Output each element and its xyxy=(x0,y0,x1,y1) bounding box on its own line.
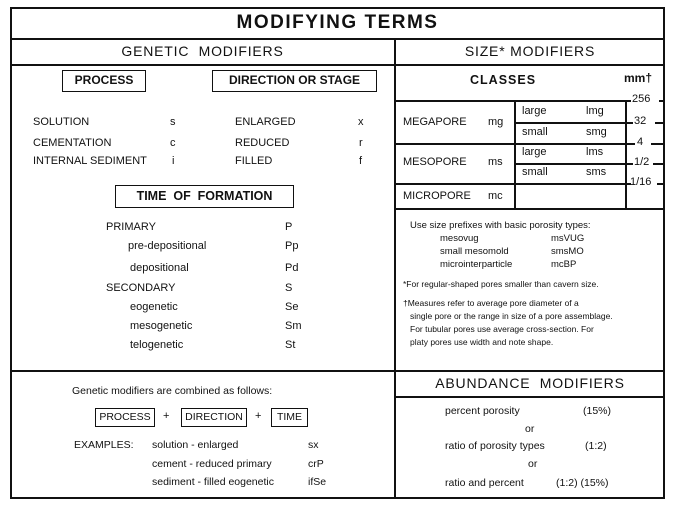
scale-tick xyxy=(651,143,665,145)
abundance-row-name: ratio of porosity types xyxy=(445,440,545,452)
scale-tick xyxy=(625,143,635,145)
time-row-name: depositional xyxy=(130,262,189,274)
direction-row-name: ENLARGED xyxy=(235,116,296,128)
abundance-or: or xyxy=(528,458,538,470)
usage-code: msVUG xyxy=(551,233,585,244)
scale-value: 4 xyxy=(637,136,644,148)
process-row-name: SOLUTION xyxy=(33,116,90,128)
size-class-name: MEGAPORE xyxy=(403,116,467,128)
time-row-code: St xyxy=(285,339,296,351)
footnote-dagger-line: For tubular pores use average cross-section. For xyxy=(410,324,594,334)
abundance-or: or xyxy=(525,423,535,435)
direction-row-name: REDUCED xyxy=(235,137,290,149)
title-divider xyxy=(10,38,665,40)
footnote-dagger-line: †Measures refer to average pore diameter of a xyxy=(403,298,579,308)
size-sub-code: lmg xyxy=(586,105,604,117)
size-sub-label: large xyxy=(522,105,547,117)
size-sub-label: small xyxy=(522,126,548,138)
size-sub-label: large xyxy=(522,146,547,158)
abundance-row-name: percent porosity xyxy=(445,405,520,417)
size-header-divider xyxy=(394,64,665,66)
time-row-code: P xyxy=(285,221,293,233)
formula-time: TIME xyxy=(271,408,308,427)
direction-row-name: FILLED xyxy=(235,155,273,167)
formula-process: PROCESS xyxy=(95,408,155,427)
size-class-code: ms xyxy=(488,156,503,168)
example-name: solution - enlarged xyxy=(152,439,239,451)
combined-instruction: Genetic modifiers are combined as follows: xyxy=(72,385,273,397)
size-sub-code: lms xyxy=(586,146,604,158)
time-row-name: pre-depositional xyxy=(128,240,207,252)
direction-label: DIRECTION OR STAGE xyxy=(212,70,377,92)
usage-name: mesovug xyxy=(440,233,479,244)
size-class-code: mc xyxy=(488,190,503,202)
abundance-row-code: (1:2) xyxy=(585,440,607,452)
center-divider xyxy=(394,38,396,499)
scale-tick xyxy=(653,163,665,165)
abundance-header-divider xyxy=(394,396,665,398)
time-row-name: telogenetic xyxy=(130,339,184,351)
time-of-formation-label: TIME OF FORMATION xyxy=(115,185,294,208)
process-row-name: INTERNAL SEDIMENT xyxy=(33,155,147,167)
process-label: PROCESS xyxy=(62,70,146,92)
size-table-subrow xyxy=(514,122,625,124)
genetic-header-divider xyxy=(10,64,395,66)
size-table-row xyxy=(394,143,625,145)
size-sub-code: sms xyxy=(586,166,607,178)
size-table-bottom xyxy=(394,208,665,210)
size-class-code: mg xyxy=(488,116,504,128)
classes-label: CLASSES xyxy=(470,73,537,87)
time-row-code: Sm xyxy=(285,320,302,332)
example-code: sx xyxy=(308,439,319,451)
size-class-name: MICROPORE xyxy=(403,190,471,202)
formula-direction: DIRECTION xyxy=(181,408,247,427)
time-row-name: mesogenetic xyxy=(130,320,193,332)
scale-tick xyxy=(625,163,633,165)
unit-label: mm† xyxy=(624,71,653,85)
size-sub-label: small xyxy=(522,166,548,178)
scale-tick xyxy=(625,122,633,124)
abundance-row-code: (15%) xyxy=(583,405,612,417)
time-row-name: eogenetic xyxy=(130,301,178,313)
process-row-code: i xyxy=(172,155,175,167)
abundance-header: ABUNDANCE MODIFIERS xyxy=(435,375,625,391)
scale-value: 256 xyxy=(632,93,651,105)
abundance-top-divider xyxy=(394,370,665,372)
example-name: sediment - filled eogenetic xyxy=(152,476,274,488)
example-name: cement - reduced primary xyxy=(152,458,272,470)
genetic-combine-divider xyxy=(10,370,395,372)
time-row-code: Pp xyxy=(285,240,299,252)
process-row-code: s xyxy=(170,116,176,128)
size-table-row xyxy=(394,183,625,185)
size-table-subrow xyxy=(514,163,625,165)
direction-row-code: r xyxy=(359,137,363,149)
time-row-code: Se xyxy=(285,301,299,313)
size-table-col xyxy=(625,100,627,208)
time-row-code: Pd xyxy=(285,262,299,274)
footnote-dagger-line: single pore or the range in size of a pore assemblage. xyxy=(410,311,613,321)
scale-tick xyxy=(657,183,665,185)
scale-tick xyxy=(625,100,631,102)
time-row-name: SECONDARY xyxy=(106,282,176,294)
size-table-col xyxy=(514,100,516,208)
formula-plus: + xyxy=(163,410,170,422)
usage-code: smsMO xyxy=(551,246,584,257)
page-title: MODIFYING TERMS xyxy=(236,12,439,33)
examples-label: EXAMPLES: xyxy=(74,439,134,451)
direction-row-code: f xyxy=(359,155,363,167)
size-table-top xyxy=(394,100,625,102)
scale-value: 32 xyxy=(634,115,647,127)
process-row-code: c xyxy=(170,137,176,149)
size-sub-code: smg xyxy=(586,126,607,138)
scale-tick xyxy=(655,122,665,124)
usage-code: mcBP xyxy=(551,259,577,270)
abundance-row-name: ratio and percent xyxy=(445,477,524,489)
process-row-name: CEMENTATION xyxy=(33,137,112,149)
time-row-code: S xyxy=(285,282,293,294)
usage-name: small mesomold xyxy=(440,246,509,257)
abundance-row-code: (1:2) (15%) xyxy=(556,477,609,489)
time-row-name: PRIMARY xyxy=(106,221,156,233)
formula-plus: + xyxy=(255,410,262,422)
scale-value: 1/16 xyxy=(630,176,652,188)
size-class-name: MESOPORE xyxy=(403,156,467,168)
size-header: SIZE* MODIFIERS xyxy=(464,43,596,59)
scale-tick xyxy=(659,100,665,102)
usage-name: microinterparticle xyxy=(440,259,513,270)
example-code: ifSe xyxy=(308,476,327,488)
footnote-dagger-line: platy pores use width and note shape. xyxy=(410,337,554,347)
example-code: crP xyxy=(308,458,324,470)
direction-row-code: x xyxy=(358,116,364,128)
footnote-star: *For regular-shaped pores smaller than cavern size. xyxy=(403,279,599,289)
usage-intro: Use size prefixes with basic porosity types: xyxy=(410,220,591,231)
scale-value: 1/2 xyxy=(634,156,650,168)
genetic-header: GENETIC MODIFIERS xyxy=(121,43,284,59)
